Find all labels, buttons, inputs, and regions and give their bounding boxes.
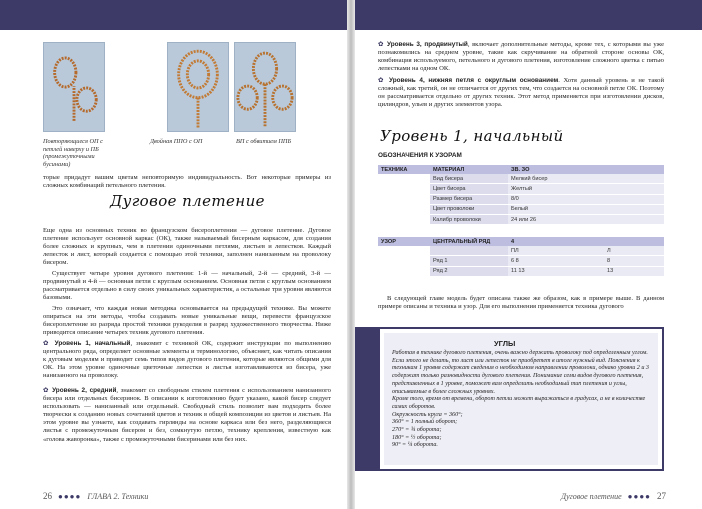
level-4-text: . Хотя данный уровень и не такой сложный, как третий, он не отличается от других тем, что создается на основной петле ОК. Поэтому он рассматривается отдельно от других техник. Этот метод применяется при изготовлении дисков, цилиндров, ульев и других элементов узора.	[378, 77, 664, 109]
paragraph-3: Это означает, что каждая новая методика основывается на предыдущей технике. Вы можете опираться на эти методы, чтобы создавать новые уникальные вещи, перевести французское бисероплетение из разряда простой техники рукоделия в разряд художественного творчества. Ниже приводится описание четырех техник дугового плетения.	[43, 305, 331, 337]
table-row: Калибр проволоки 24 или 26	[378, 214, 664, 224]
pattern-table	[378, 237, 664, 277]
table-header: 4	[508, 237, 604, 246]
level-3-text: , включает дополнительные методы, кроме тех, с которыми вы уже познакомились на среднем уровне, такие как скручивание на обратной стороне основы ОК, комбинация используемого, петельного и дугового плетения, изготовление сложного цветка с пятью лепестками на одном ОК.	[378, 41, 664, 73]
photo-caption-1: Повторяющиеся ОП с петлей наверху и ПБ (промежуточными бусинами)	[43, 138, 103, 168]
intro-paragraph: торые придадут вашим цветам неповторимую индивидуальность. Вот некоторые примеры из сложных комбинаций петельного плетения.	[43, 174, 331, 190]
running-title-right: Дуговое плетение	[561, 491, 622, 501]
angles-box	[378, 327, 664, 471]
left-header-band	[0, 0, 349, 30]
table-header: УЗОР	[378, 237, 430, 246]
left-footer	[43, 491, 148, 501]
table-row: Ряд 1 6 8 8	[378, 256, 664, 266]
level-2-text: , знакомит со свободным стилем плетения с использованием нанизанного бисера или отдельных бисеринок. В описании к изготовлению будет указано, какой бисер следует использовать — нанизанный или отдельный. Свободный стиль позволит вам подходить более творчески к созданию новых сочетаний цветов и техник в общей композиции из цветов и листьев. На этом уровне вы узнаете, как создавать гирлянды на основе каркаса или без него, разделяющиеся листья с промежуточным бисером и без, сомкнутую петлю, технику крепления, известную как «голова жаворонка», также с промежуточными бисеринами или без них.	[43, 387, 331, 443]
table-header: ЗВ. ЗО	[508, 165, 664, 174]
table-row: Цвет проволоки Белый	[378, 204, 664, 214]
right-footer	[561, 491, 666, 501]
level-1-label: Уровень 1, начальный	[54, 340, 131, 347]
level-3-item	[378, 41, 664, 73]
flower-bullet-icon: ✿	[43, 387, 53, 394]
book-spine	[347, 0, 355, 509]
flower-bullet-icon: ✿	[378, 41, 387, 48]
page-number-right: 27	[657, 491, 666, 501]
table-row: Вид бисера Мелкий бисер	[378, 174, 664, 184]
table-header: ТЕХНИКА	[378, 165, 430, 174]
materials-table	[378, 165, 664, 225]
table-header	[604, 237, 664, 246]
photo-caption-2: Двойная ППО с ОП	[150, 138, 203, 145]
right-header-band	[353, 0, 702, 30]
level-1-heading: Уровень 1, начальный	[380, 127, 564, 145]
angles-text: Работая в технике дугового плетения, очень важно держать проволоку под определенным углом. Если этого не делать, то лист или лепесток не приобретет в итоге нужный вид. Пояснения к техникам 1 уровня содержат сведения о необходимом направлении проволоки, однако уровни 2 и 3 содержат только разновидности дугового плетения. Понимание семи видов дугового плетения, представленных в 1 уровне, поможет вам определить необходимый тип плетения и углы, описываемые в более сложных уровнях. Кроме того, время от времени, оборот петли может выражаться в градусах, а не в количестве самих оборотов. Окружность круга = 360°; 360° = 1 полный оборот; 270° = ¾ оборота; 180° = ½ оборота; 90° = ¼ оборота.	[392, 350, 649, 449]
level-2-label: Уровень 2, средний	[52, 387, 117, 394]
beaded-loop-photo	[43, 42, 105, 132]
photo-caption-3: ВП с обвитием ППБ	[236, 138, 292, 145]
running-title-left: ГЛАВА 2. Техники	[87, 491, 149, 501]
sidebar-decoration	[355, 327, 378, 471]
level-4-item	[378, 77, 664, 109]
level-1-text: , знакомит с техникой ОК, содержит инструкции по выполнению центрального ряда, определяет основные элементы и терминологию, объясняет, как читать описания к дуговым моделям и приводит семь типов видов дугового плетения, которые являются общими для ОК. На этом уровне одиночные цветочные лепестки и листья изготавливаются из бисера, уже нанизанного на проволоку.	[43, 340, 331, 380]
legend-title: ОБОЗНАЧЕНИЯ К УЗОРАМ	[378, 152, 462, 159]
level-4-label: Уровень 4, нижняя петля с округлым основанием	[389, 77, 559, 84]
table-header: ЦЕНТРАЛЬНЫЙ РЯД	[430, 237, 508, 246]
level-1-item	[43, 340, 331, 380]
table-row: Цвет бисера Желтый	[378, 184, 664, 194]
table-row: Размер бисера 8/0	[378, 194, 664, 204]
table-row: ПЛ Л	[378, 246, 664, 256]
level-2-item	[43, 387, 331, 444]
flower-bullet-icon: ✿	[43, 340, 55, 347]
level-3-label: Уровень 3, продвинутый	[386, 41, 468, 48]
dots-ornament-icon: ●●●●	[627, 491, 651, 501]
flower-bullet-icon: ✿	[378, 77, 389, 84]
wrapped-loop-photo	[234, 42, 296, 132]
angles-title: УГЛЫ	[494, 339, 516, 348]
paragraph-2: Существует четыре уровня дугового плетения: 1-й — начальный, 2-й — средний, 3-й — продвинутый и 4-й — основная петля с круглым основанием. Основная петля с круглым основанием рассматривается отдельно в силу своих уникальных характеристик, а остальные три уровня являются базовыми.	[43, 270, 331, 302]
page-number-left: 26	[43, 491, 52, 501]
arc-weaving-heading: Дуговое плетение	[110, 192, 265, 210]
table-header: МАТЕРИАЛ	[430, 165, 508, 174]
table-row: Ряд 2 11 13 13	[378, 266, 664, 276]
double-loop-photo	[167, 42, 229, 132]
dots-ornament-icon: ●●●●	[58, 491, 82, 501]
paragraph-1: Еще одна из основных техник во французском бисероплетении — дуговое плетение. Дуговое плетение использует основной каркас (ОК), также называемый бисерным каркасом, для создания более сложных и крупных, чем в плетении одиночными петлями, листьев и лепестков. Каждый лепесток и лист, который создается с помощью этой техники, заполнен нанизанным на проволоку бисером.	[43, 227, 331, 267]
after-table-text: В следующей главе модель будет описана также же образом, как в примере выше. В данном примере описаны и техника и узор. Для его выполнения применяется техника дугового	[378, 295, 664, 311]
